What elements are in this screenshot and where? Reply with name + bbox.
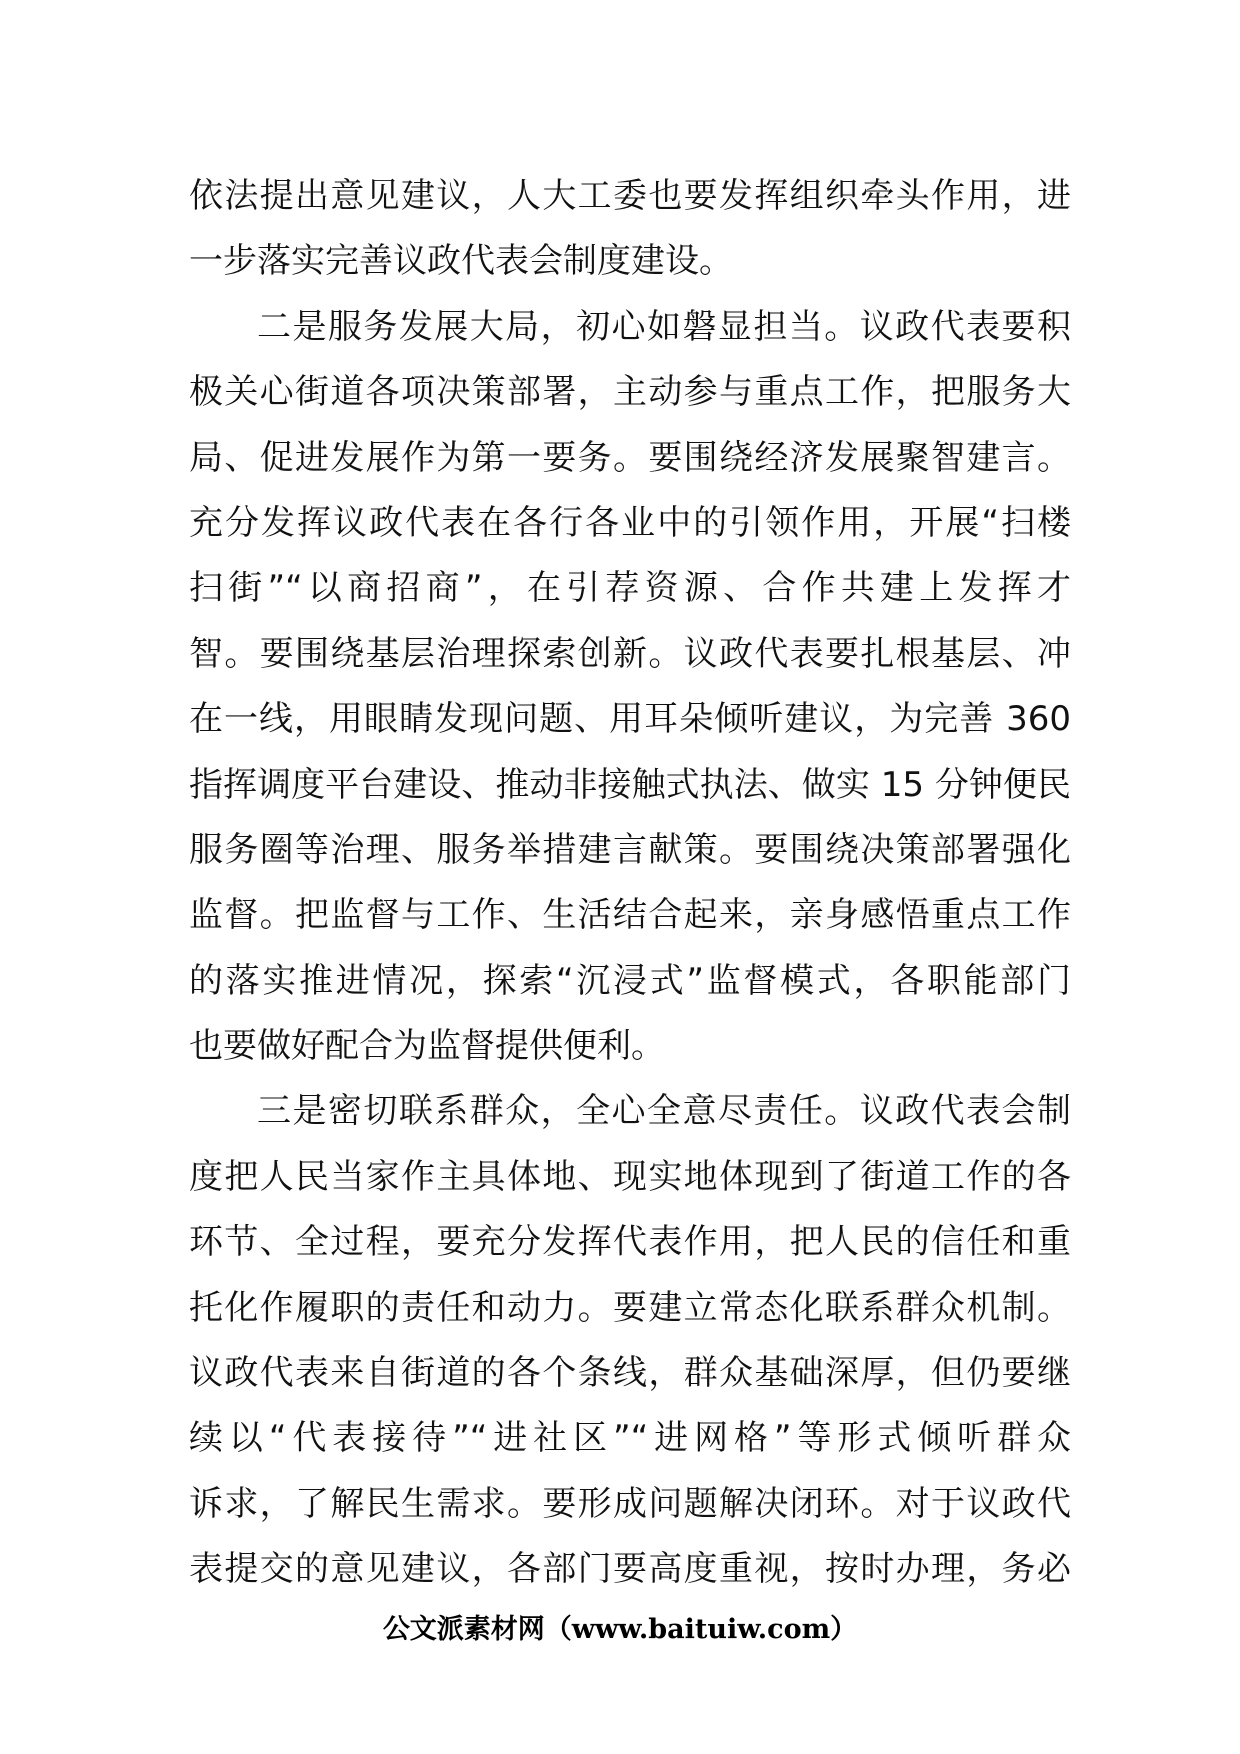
text-line: 续以“代表接待”“进社区”“进网格”等形式倾听群众	[189, 1418, 1071, 1459]
text-line: 在一线，用眼睛发现问题、用耳朵倾听建议，为完善 360	[189, 699, 1071, 740]
text-line: 托化作履职的责任和动力。要建立常态化联系群众机制。	[189, 1287, 1071, 1328]
document-body	[189, 164, 1071, 1603]
text-line: 环节、全过程，要充分发挥代表作用，把人民的信任和重	[189, 1222, 1071, 1263]
paragraph-p2	[189, 295, 1071, 1080]
paragraph-p1-continued	[189, 164, 1071, 295]
paragraph-p3	[189, 1079, 1071, 1602]
text-line: 服务圈等治理、服务举措建言献策。要围绕决策部署强化	[189, 829, 1071, 870]
text-line: 智。要围绕基层治理探索创新。议政代表要扎根基层、冲	[189, 633, 1071, 674]
text-line: 议政代表来自街道的各个条线，群众基础深厚，但仍要继	[189, 1353, 1071, 1394]
text-line: 极关心街道各项决策部署，主动参与重点工作，把服务大	[189, 372, 1071, 413]
text-line: 一步落实完善议政代表会制度建设。	[189, 241, 733, 282]
text-line: 指挥调度平台建设、推动非接触式执法、做实 15 分钟便民	[189, 764, 1071, 805]
text-line: 依法提出意见建议，人大工委也要发挥组织牵头作用，进	[189, 176, 1071, 216]
text-line: 的落实推进情况，探索“沉浸式”监督模式，各职能部门	[189, 960, 1071, 1001]
text-line: 监督。把监督与工作、生活结合起来，亲身感悟重点工作	[189, 895, 1071, 936]
footer-watermark: 公文派素材网（www.baituiw.com）	[382, 1614, 858, 1645]
text-line: 充分发挥议政代表在各行各业中的引领作用，开展“扫楼	[189, 502, 1071, 543]
text-line: 度把人民当家作主具体地、现实地体现到了街道工作的各	[189, 1156, 1071, 1197]
text-line: 三是密切联系群众，全心全意尽责任。议政代表会制	[257, 1091, 1071, 1132]
text-line: 局、促进发展作为第一要务。要围绕经济发展聚智建言。	[189, 437, 1071, 478]
text-line: 扫街”“以商招商”，在引荐资源、合作共建上发挥才	[189, 568, 1071, 609]
text-line: 诉求，了解民生需求。要形成问题解决闭环。对于议政代	[189, 1483, 1071, 1524]
text-line: 也要做好配合为监督提供便利。	[189, 1026, 665, 1067]
text-line: 二是服务发展大局，初心如磐显担当。议政代表要积	[257, 306, 1071, 347]
text-line: 表提交的意见建议，各部门要高度重视，按时办理，务必	[189, 1549, 1071, 1590]
